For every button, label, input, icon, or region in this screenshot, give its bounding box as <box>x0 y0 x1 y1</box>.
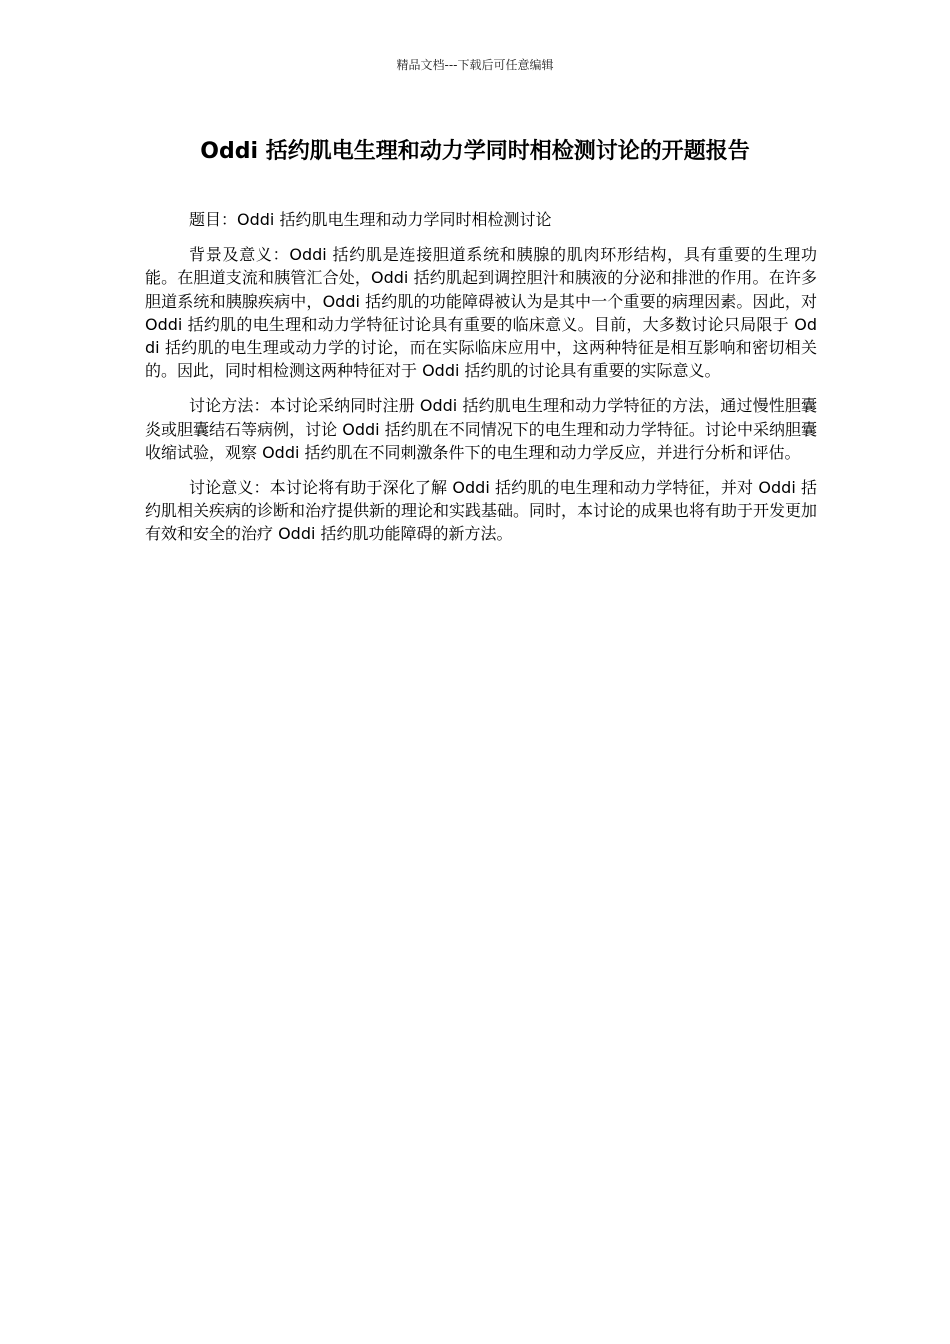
paragraph-methods: 讨论方法：本讨论采纳同时注册 Oddi 括约肌电生理和动力学特征的方法，通过慢性胆囊炎或胆囊结石等病例，讨论 Oddi 括约肌在不同情况下的电生理和动力学特征。讨论中采纳胆囊收缩试验，观察 Oddi 括约肌在不同刺激条件下的电生理和动力学反应，并进行分析和评估。 <box>145 396 817 462</box>
page-header-note: 精品文档---下载后可任意编辑 <box>396 58 554 72</box>
document-title: Oddi 括约肌电生理和动力学同时相检测讨论的开题报告 <box>200 139 750 164</box>
document-body <box>145 208 817 558</box>
paragraph-background: 背景及意义：Oddi 括约肌是连接胆道系统和胰腺的肌肉环形结构，具有重要的生理功能。在胆道支流和胰管汇合处，Oddi 括约肌起到调控胆汁和胰液的分泌和排泄的作用。在许多胆道系统和胰腺疾病中，Oddi 括约肌的功能障碍被认为是其中一个重要的病理因素。因此，对 Oddi 括约肌的电生理和动力学特征讨论具有重要的临床意义。目前，大多数讨论只局限于 Oddi 括约肌的电生理或动力学的讨论，而在实际临床应用中，这两种特征是相互影响和密切相关的。因此，同时相检测这两种特征对于 Oddi 括约肌的讨论具有重要的实际意义。 <box>145 245 817 381</box>
paragraph-significance: 讨论意义：本讨论将有助于深化了解 Oddi 括约肌的电生理和动力学特征，并对 Oddi 括约肌相关疾病的诊断和治疗提供新的理论和实践基础。同时，本讨论的成果也将有助于开发更加有效和安全的治疗 Oddi 括约肌功能障碍的新方法。 <box>145 478 818 544</box>
paragraph-topic: 题目：Oddi 括约肌电生理和动力学同时相检测讨论 <box>189 210 552 229</box>
